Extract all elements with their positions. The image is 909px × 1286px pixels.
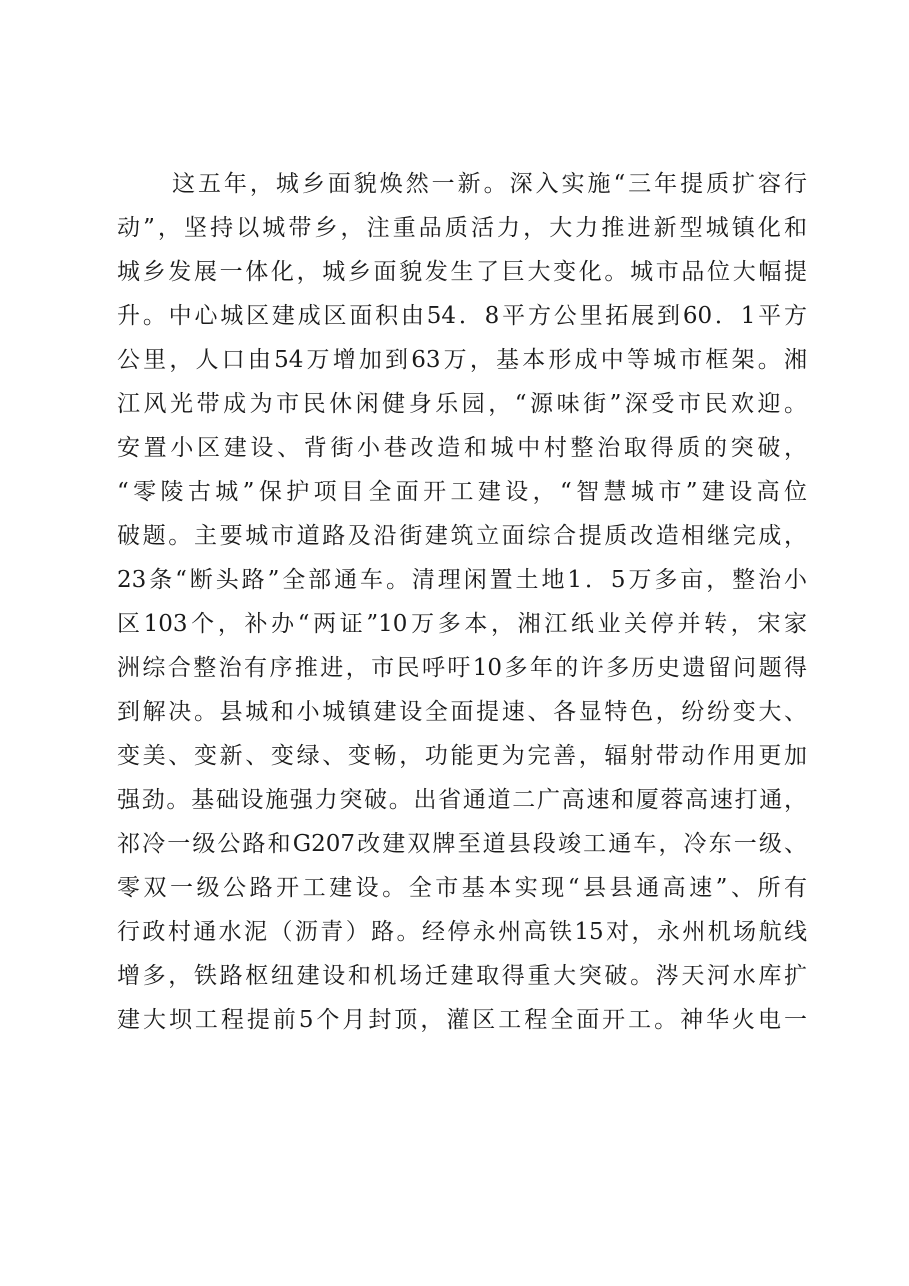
text-line: 江风光带成为市民休闲健身乐园，“源味街”深受市民欢迎。 (117, 391, 807, 417)
text-line: 区103个，补办“两证”10万多本，湘江纸业关停并转，宋家 (117, 611, 807, 637)
text-line: 祁冷一级公路和G207改建双牌至道县段竣工通车，冷东一级、 (117, 831, 807, 857)
text-line: 安置小区建设、背街小巷改造和城中村整治取得质的突破， (117, 435, 807, 461)
text-line: “零陵古城”保护项目全面开工建设，“智慧城市”建设高位 (117, 479, 807, 505)
text-line: 公里，人口由54万增加到63万，基本形成中等城市框架。湘 (117, 347, 807, 373)
text-line: 洲综合整治有序推进，市民呼吁10多年的许多历史遗留问题得 (117, 655, 807, 681)
text-line: 零双一级公路开工建设。全市基本实现“县县通高速”、所有 (117, 875, 807, 901)
text-line: 到解决。县城和小城镇建设全面提速、各显特色，纷纷变大、 (117, 699, 807, 725)
text-line: 城乡发展一体化，城乡面貌发生了巨大变化。城市品位大幅提 (117, 259, 807, 285)
text-line: 这五年，城乡面貌焕然一新。深入实施“三年提质扩容行 (172, 171, 807, 197)
text-line: 23条“断头路”全部通车。清理闲置土地1．5万多亩，整治小 (117, 567, 807, 593)
text-line: 变美、变新、变绿、变畅，功能更为完善，辐射带动作用更加 (117, 743, 807, 769)
text-line: 强劲。基础设施强力突破。出省通道二广高速和厦蓉高速打通， (117, 787, 807, 813)
text-line: 建大坝工程提前5个月封顶，灌区工程全面开工。神华火电一 (117, 1007, 807, 1033)
text-line: 行政村通水泥（沥青）路。经停永州高铁15对，永州机场航线 (117, 919, 807, 945)
text-line: 升。中心城区建成区面积由54．8平方公里拓展到60．1平方 (117, 303, 807, 329)
text-line: 增多，铁路枢纽建设和机场迁建取得重大突破。涔天河水库扩 (117, 963, 807, 989)
text-line: 动”，坚持以城带乡，注重品质活力，大力推进新型城镇化和 (117, 215, 807, 241)
text-line: 破题。主要城市道路及沿街建筑立面综合提质改造相继完成， (117, 523, 807, 549)
